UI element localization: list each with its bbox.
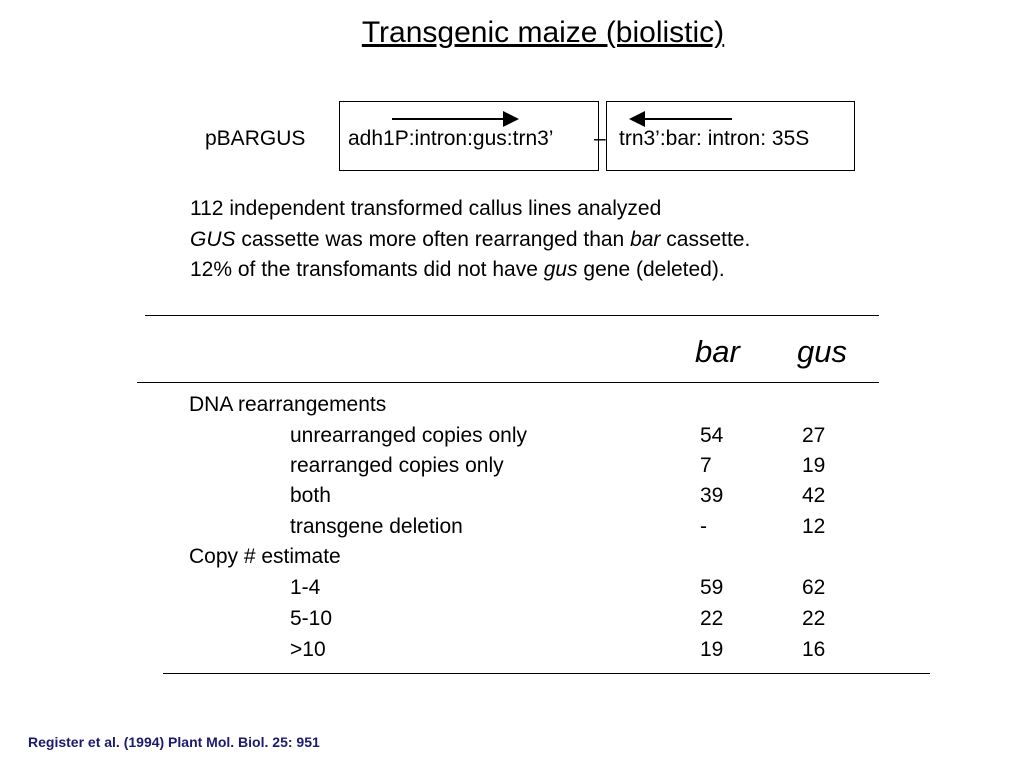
- table-row: [0, 424, 1024, 454]
- gus-value: 12: [802, 515, 826, 538]
- summary-line-2-text-a: cassette was more often rearranged than: [235, 228, 631, 251]
- gus-value: 16: [802, 638, 826, 661]
- table-row: [0, 454, 1024, 484]
- bar-value: 7: [700, 454, 712, 477]
- summary-line-2-bar: bar: [630, 228, 661, 251]
- summary-line-2-text-b: cassette.: [660, 228, 751, 251]
- bar-value: 19: [700, 638, 724, 661]
- summary-line-3-text-a: 12% of the transfomants did not have: [190, 258, 544, 281]
- gus-value: 42: [802, 484, 826, 507]
- table-row: [0, 607, 1024, 637]
- slide-title: Transgenic maize (biolistic): [361, 16, 725, 49]
- row-label: rearranged copies only: [290, 454, 504, 477]
- row-label: transgene deletion: [290, 515, 463, 538]
- arrow-left-icon: [629, 111, 645, 127]
- bar-value: -: [700, 515, 707, 538]
- gus-cassette-label: adh1P:intron:gus:trn3’: [348, 127, 554, 150]
- row-label: 1-4: [290, 576, 321, 599]
- column-header-gus: gus: [797, 334, 847, 369]
- table-top-rule: [145, 315, 879, 316]
- summary-line-2-gus: GUS: [190, 228, 236, 251]
- bar-value: 39: [700, 484, 724, 507]
- gus-value: 19: [802, 454, 826, 477]
- row-label: DNA rearrangements: [189, 393, 387, 416]
- row-label: >10: [290, 638, 326, 661]
- table-row: [0, 638, 1024, 668]
- row-label: unrearranged copies only: [290, 424, 527, 447]
- table-bottom-rule: [163, 673, 930, 674]
- row-label: Copy # estimate: [189, 545, 341, 568]
- table-section-row: [0, 393, 1024, 423]
- summary-line-2: [190, 228, 750, 252]
- column-header-bar: bar: [695, 334, 740, 369]
- citation: Register et al. (1994) Plant Mol. Biol. 25: 951: [28, 734, 320, 750]
- table-row: [0, 515, 1024, 545]
- row-label: both: [290, 484, 331, 507]
- table-row: [0, 576, 1024, 606]
- summary-line-3-text-b: gene (deleted).: [577, 258, 725, 281]
- plasmid-name: pBARGUS: [205, 127, 306, 150]
- summary-line-3-gus: gus: [543, 258, 578, 281]
- bar-cassette-label: trn3’:bar: intron: 35S: [619, 127, 810, 150]
- bar-value: 54: [700, 424, 724, 447]
- arrow-right-icon: [503, 111, 519, 127]
- gus-value: 62: [802, 576, 826, 599]
- summary-line-3: [190, 258, 725, 282]
- gus-value: 22: [802, 607, 826, 630]
- cassette-linker: –: [594, 127, 606, 150]
- summary-line-1: 112 independent transformed callus lines analyzed: [190, 197, 662, 220]
- table-header-rule: [137, 382, 879, 383]
- row-label: 5-10: [290, 607, 333, 630]
- bar-value: 22: [700, 607, 724, 630]
- table-section-row: [0, 545, 1024, 575]
- bar-value: 59: [700, 576, 724, 599]
- gus-direction-arrow-line: [392, 118, 504, 120]
- gus-value: 27: [802, 424, 826, 447]
- table-row: [0, 484, 1024, 514]
- bar-direction-arrow-line: [644, 118, 732, 120]
